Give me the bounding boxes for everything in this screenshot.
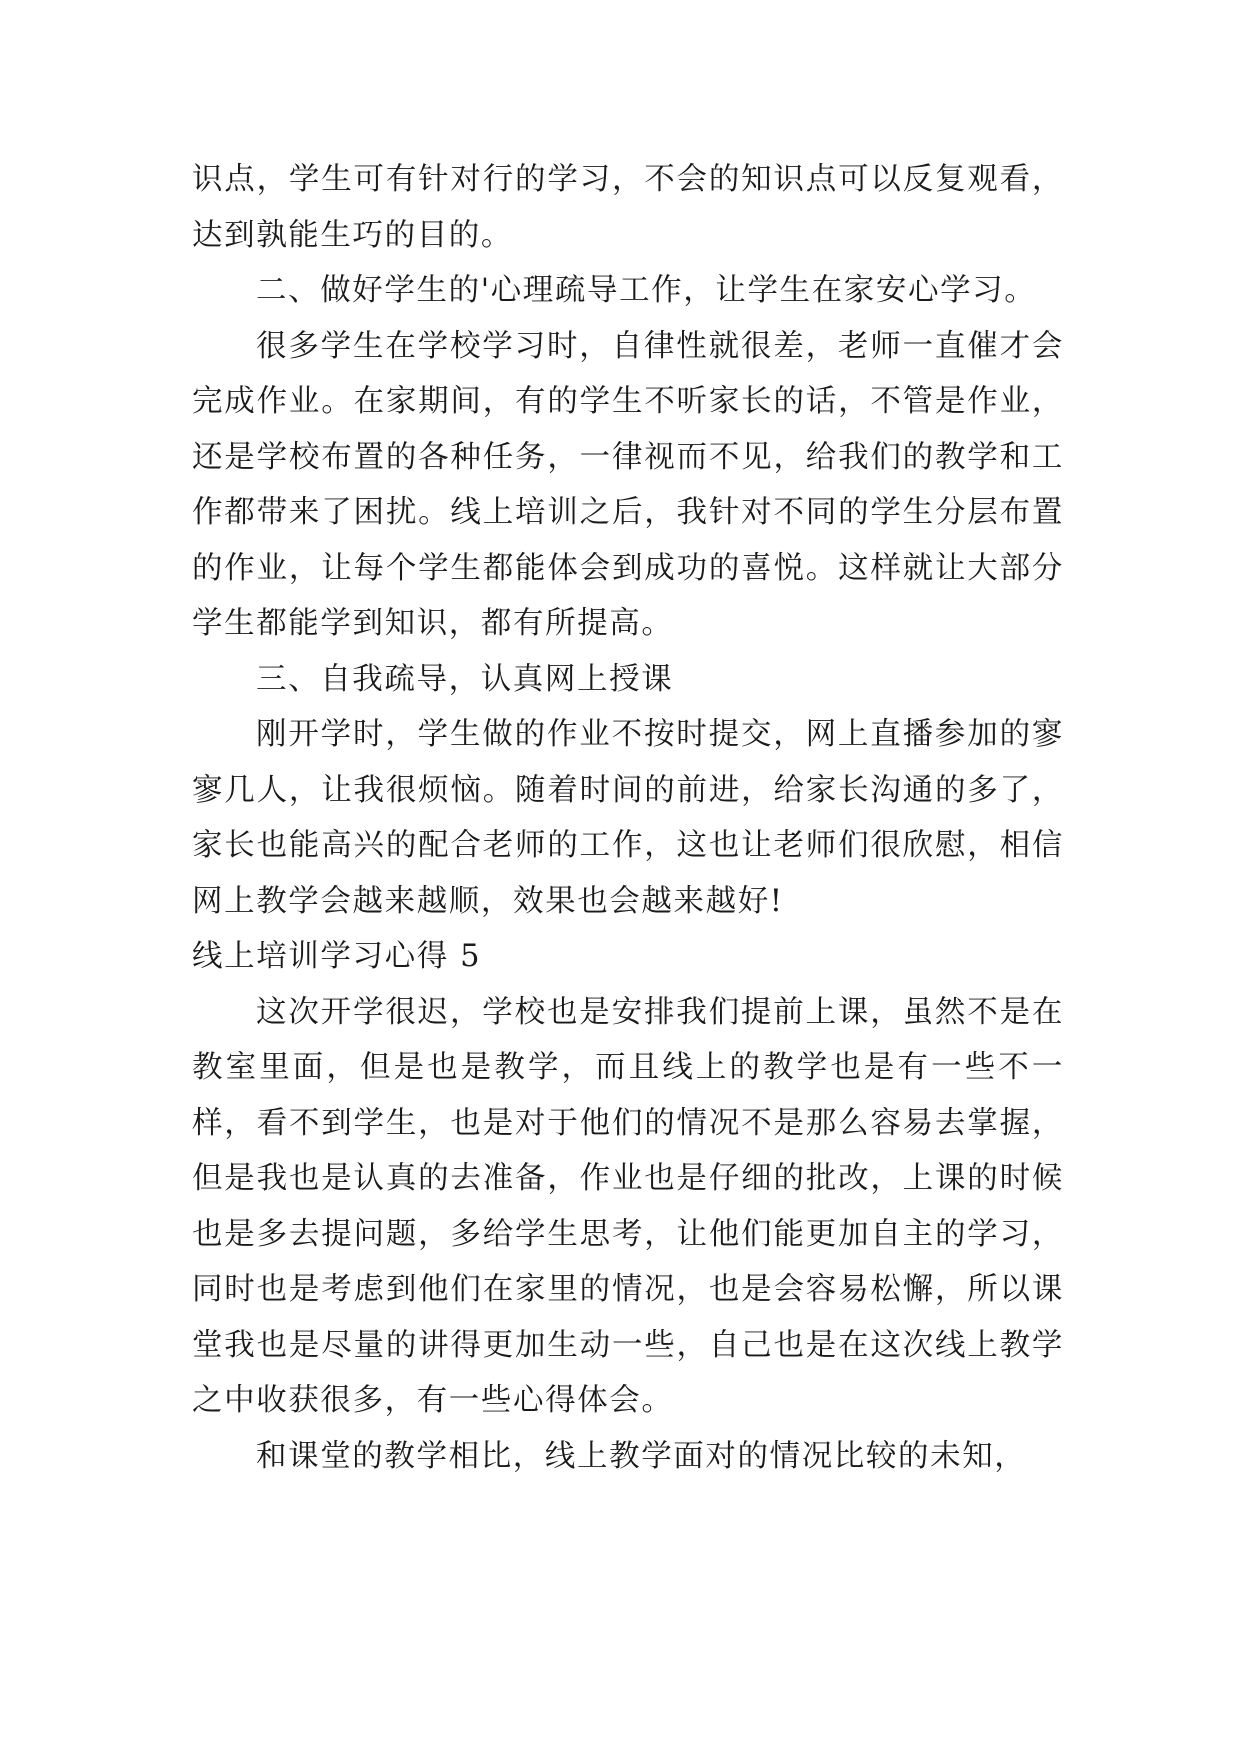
article-title: 线上培训学习心得 5 bbox=[192, 939, 482, 974]
document-body bbox=[192, 152, 1064, 1484]
paragraph-comparison: 和课堂的教学相比，线上教学面对的情况比较的未知， bbox=[256, 1438, 1027, 1474]
paragraph-self-discipline: 很多学生在学校学习时，自律性就很差，老师一直催才会完成作业。在家期间，有的学生不听家长的话，不管是作业，还是学校布置的各种任务，一律视而不见，给我们的教学和工作都带来了困扰。线上培训之后，我针对不同的学生分层布置的作业，让每个学生都能体会到成功的喜悦。这样就让大部分学生都能学到知识，都有所提高。 bbox=[192, 328, 1064, 641]
section-heading-3: 三、自我疏导，认真网上授课 bbox=[256, 661, 674, 697]
paragraph-continuation: 识点，学生可有针对行的学习，不会的知识点可以反复观看，达到孰能生巧的目的。 bbox=[192, 162, 1064, 253]
paragraph-semester-start: 这次开学很迟，学校也是安排我们提前上课，虽然不是在教室里面，但是也是教学，而且线上的教学也是有一些不一样，看不到学生，也是对于他们的情况不是那么容易去掌握，但是我也是认真的去准备，作业也是仔细的批改，上课的时候也是多去提问题，多给学生思考，让他们能更加自主的学习，同时也是考虑到他们在家里的情况，也是会容易松懈，所以课堂我也是尽量的讲得更加生动一些，自己也是在这次线上教学之中收获很多，有一些心得体会。 bbox=[192, 994, 1064, 1418]
paragraph-online-teaching: 刚开学时，学生做的作业不按时提交，网上直播参加的寥寥几人，让我很烦恼。随着时间的前进，给家长沟通的多了，家长也能高兴的配合老师的工作，这也让老师们很欣慰，相信网上教学会越来越顺，效果也会越来越好! bbox=[192, 717, 1064, 919]
section-heading-2: 二、做好学生的'心理疏导工作，让学生在家安心学习。 bbox=[256, 273, 1037, 308]
